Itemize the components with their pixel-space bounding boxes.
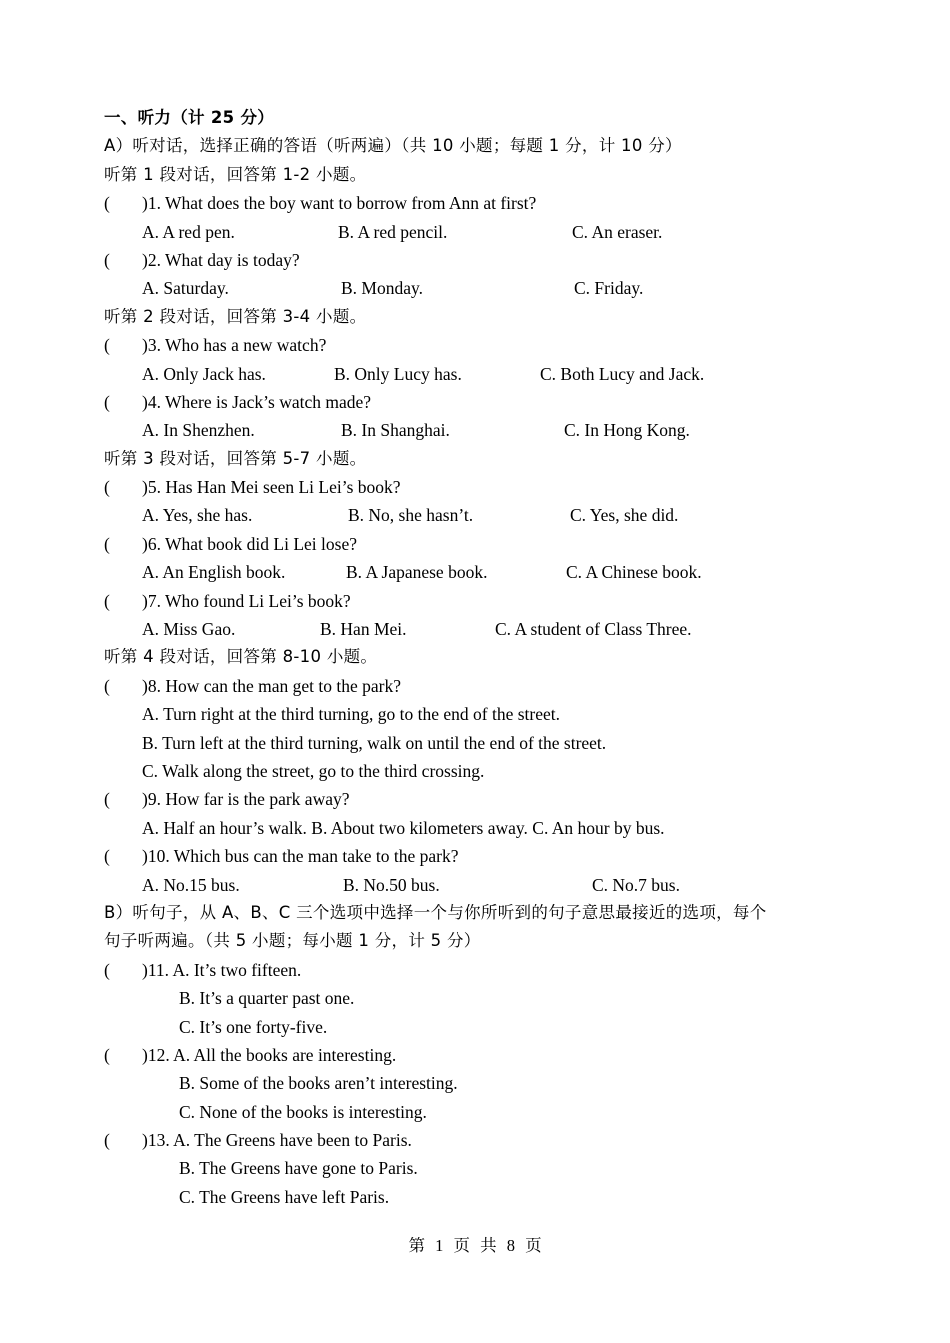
question-stem <box>104 530 864 558</box>
question-text: )9. How far is the park away? <box>142 789 350 810</box>
option-c: C. Walk along the street, go to the third crossing. <box>142 760 485 781</box>
answer-blank[interactable]: ( <box>104 846 110 867</box>
question-text: )2. What day is today? <box>142 249 300 270</box>
answer-blank[interactable]: ( <box>104 959 110 980</box>
question-text: )3. Who has a new watch? <box>142 335 327 356</box>
option-b: B. The Greens have gone to Paris. <box>179 1158 418 1179</box>
answer-blank[interactable]: ( <box>104 1044 110 1065</box>
option-c: C. Both Lucy and Jack. <box>540 363 705 384</box>
option-c: C. It’s one forty-five. <box>179 1016 328 1037</box>
question-text: )5. Has Han Mei seen Li Lei’s book? <box>142 477 401 498</box>
answer-blank[interactable]: ( <box>104 533 110 554</box>
option-a: A. A red pen. <box>142 221 235 242</box>
question-text: )6. What book did Li Lei lose? <box>142 533 357 554</box>
answer-blank[interactable]: ( <box>104 1130 110 1151</box>
option-a: A. No.15 bus. <box>142 874 240 895</box>
option-c: C. A student of Class Three. <box>495 619 692 640</box>
question-options <box>104 360 864 388</box>
question-stem <box>104 785 864 813</box>
option-b: B. In Shanghai. <box>341 420 450 441</box>
option-a: )11. A. It’s two fifteen. <box>142 959 302 980</box>
question-text: )8. How can the man get to the park? <box>142 675 402 696</box>
option-a: )13. A. The Greens have been to Paris. <box>142 1130 412 1151</box>
question-options <box>104 501 864 529</box>
question-text: )10. Which bus can the man take to the park? <box>142 846 459 867</box>
question-stem <box>104 1041 864 1069</box>
answer-blank[interactable]: ( <box>104 675 110 696</box>
answer-blank[interactable]: ( <box>104 335 110 356</box>
question-stem <box>104 331 864 359</box>
question-stem <box>104 246 864 274</box>
option-a: A. Miss Gao. <box>142 619 236 640</box>
answer-blank[interactable]: ( <box>104 477 110 498</box>
question-stem <box>104 1126 864 1154</box>
option-b: B. It’s a quarter past one. <box>179 988 355 1009</box>
question-text: )4. Where is Jack’s watch made? <box>142 391 372 412</box>
question-text: )7. Who found Li Lei’s book? <box>142 590 351 611</box>
question-options <box>104 615 864 643</box>
question-stem <box>104 842 864 870</box>
page-footer: 第 1 页 共 8 页 <box>408 1236 542 1255</box>
question-options <box>104 416 864 444</box>
exam-content <box>104 104 864 1211</box>
option-c: C. Friday. <box>574 278 644 299</box>
section-title: 一、听力（计 25 分） <box>104 108 275 127</box>
answer-blank[interactable]: ( <box>104 391 110 412</box>
option-b: B. Han Mei. <box>320 619 407 640</box>
option-b: B. Turn left at the third turning, walk on until the end of the street. <box>142 732 607 753</box>
question-options <box>104 558 864 586</box>
dialogue-heading: 听第 2 段对话，回答第 3-4 小题。 <box>104 306 367 326</box>
option-a: A. Yes, she has. <box>142 505 253 526</box>
part-b-instructions-continued: 句子听两遍。（共 5 小题；每小题 1 分，计 5 分） <box>104 931 481 951</box>
option-c: C. None of the books is interesting. <box>179 1101 427 1122</box>
question-stem <box>104 473 864 501</box>
option-a: A. In Shenzhen. <box>142 420 255 441</box>
answer-blank[interactable]: ( <box>104 590 110 611</box>
option-a: A. An English book. <box>142 562 286 583</box>
answer-blank[interactable]: ( <box>104 193 110 214</box>
dialogue-heading: 听第 1 段对话，回答第 1-2 小题。 <box>104 164 367 184</box>
question-options <box>104 274 864 302</box>
part-a-instructions: A）听对话，选择正确的答语（听两遍）（共 10 小题；每题 1 分，计 10 分） <box>104 136 682 156</box>
question-options: A. Half an hour’s walk. B. About two kilometers away. C. An hour by bus. <box>142 817 665 838</box>
option-b: B. Some of the books aren’t interesting. <box>179 1073 458 1094</box>
option-c: C. A Chinese book. <box>566 562 702 583</box>
option-a: A. Saturday. <box>142 278 229 299</box>
option-a: A. Only Jack has. <box>142 363 266 384</box>
part-b-instructions: B）听句子，从 A、B、C 三个选项中选择一个与你所听到的句子意思最接近的选项，每个 <box>104 902 767 922</box>
option-a: A. Turn right at the third turning, go to the end of the street. <box>142 704 561 725</box>
question-options <box>104 871 864 899</box>
option-b: B. No.50 bus. <box>343 874 440 895</box>
dialogue-heading: 听第 3 段对话，回答第 5-7 小题。 <box>104 448 367 468</box>
question-stem <box>104 189 864 217</box>
question-stem <box>104 388 864 416</box>
option-c: C. Yes, she did. <box>570 505 679 526</box>
option-c: C. The Greens have left Paris. <box>179 1186 390 1207</box>
option-a: )12. A. All the books are interesting. <box>142 1044 397 1065</box>
answer-blank[interactable]: ( <box>104 249 110 270</box>
option-b: B. Only Lucy has. <box>334 363 462 384</box>
question-stem <box>104 956 864 984</box>
option-c: C. No.7 bus. <box>592 874 680 895</box>
option-c: C. In Hong Kong. <box>564 420 690 441</box>
option-b: B. A red pencil. <box>338 221 448 242</box>
question-options <box>104 218 864 246</box>
option-b: B. Monday. <box>341 278 423 299</box>
question-text: )1. What does the boy want to borrow from Ann at first? <box>142 193 537 214</box>
answer-blank[interactable]: ( <box>104 789 110 810</box>
option-b: B. No, she hasn’t. <box>348 505 474 526</box>
question-stem <box>104 672 864 700</box>
question-stem <box>104 587 864 615</box>
option-b: B. A Japanese book. <box>346 562 488 583</box>
dialogue-heading: 听第 4 段对话，回答第 8-10 小题。 <box>104 647 378 667</box>
option-c: C. An eraser. <box>572 221 663 242</box>
